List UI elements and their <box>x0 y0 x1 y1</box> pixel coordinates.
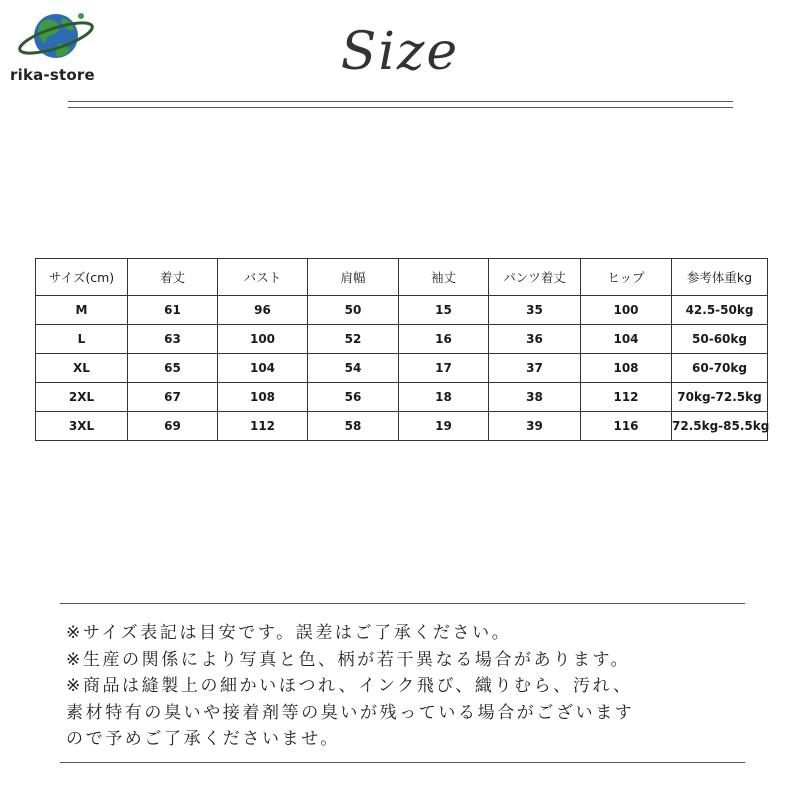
divider <box>68 107 733 108</box>
table-cell: 35 <box>489 296 581 325</box>
table-cell: 61 <box>128 296 218 325</box>
table-cell: M <box>36 296 128 325</box>
table-cell: 112 <box>218 412 308 441</box>
header-cell: 袖丈 <box>399 259 489 296</box>
table-cell: 72.5kg-85.5kg <box>672 412 768 441</box>
header-cell: パンツ着丈 <box>489 259 581 296</box>
table-cell: 100 <box>218 325 308 354</box>
table-cell: 50-60kg <box>672 325 768 354</box>
table-row <box>36 354 768 383</box>
header-cell: バスト <box>218 259 308 296</box>
notes-block <box>66 620 766 753</box>
table-cell: 108 <box>581 354 672 383</box>
table-cell: 39 <box>489 412 581 441</box>
table-cell: 52 <box>308 325 399 354</box>
note-line: ので予めご了承くださいませ。 <box>66 729 340 749</box>
table-cell: 17 <box>399 354 489 383</box>
table-row <box>36 412 768 441</box>
table-row <box>36 296 768 325</box>
table-cell: 100 <box>581 296 672 325</box>
brand-name: rika-store <box>10 66 95 84</box>
table-cell: 38 <box>489 383 581 412</box>
table-cell: 19 <box>399 412 489 441</box>
divider <box>60 762 745 763</box>
header-cell: 参考体重kg <box>672 259 768 296</box>
table-cell: 37 <box>489 354 581 383</box>
table-cell: 104 <box>581 325 672 354</box>
table-cell: 58 <box>308 412 399 441</box>
table-cell: 96 <box>218 296 308 325</box>
table-cell: 65 <box>128 354 218 383</box>
table-row <box>36 325 768 354</box>
size-table <box>35 258 768 441</box>
table-cell: 15 <box>399 296 489 325</box>
table-cell: 56 <box>308 383 399 412</box>
table-cell: 16 <box>399 325 489 354</box>
table-cell: 50 <box>308 296 399 325</box>
table-cell: 36 <box>489 325 581 354</box>
note-line: 素材特有の臭いや接着剤等の臭いが残っている場合がございます <box>66 702 635 723</box>
table-cell: 108 <box>218 383 308 412</box>
table-cell: 104 <box>218 354 308 383</box>
table-cell: L <box>36 325 128 354</box>
table-header-row <box>36 259 768 296</box>
table-cell: 18 <box>399 383 489 412</box>
table-cell: 112 <box>581 383 672 412</box>
page-title: Size <box>340 22 460 82</box>
table-cell: 3XL <box>36 412 128 441</box>
table-cell: 63 <box>128 325 218 354</box>
table-row <box>36 383 768 412</box>
divider <box>60 603 745 604</box>
table-cell: 67 <box>128 383 218 412</box>
table-cell: 60-70kg <box>672 354 768 383</box>
table-cell: 70kg-72.5kg <box>672 383 768 412</box>
note-line: ※サイズ表記は目安です。誤差はご了承ください。 <box>66 623 512 643</box>
table-cell: XL <box>36 354 128 383</box>
note-line: ※生産の関係により写真と色、柄が若干異なる場合があります。 <box>66 649 631 670</box>
table-cell: 42.5-50kg <box>672 296 768 325</box>
table-cell: 2XL <box>36 383 128 412</box>
header-cell: 着丈 <box>128 259 218 296</box>
header-cell: 肩幅 <box>308 259 399 296</box>
table-cell: 69 <box>128 412 218 441</box>
divider <box>68 101 733 102</box>
header-cell: サイズ(cm) <box>36 259 128 296</box>
header-cell: ヒップ <box>581 259 672 296</box>
note-line: ※商品は縫製上の細かいほつれ、インク飛び、織りむら、汚れ、 <box>66 676 633 696</box>
table-cell: 54 <box>308 354 399 383</box>
table-cell: 116 <box>581 412 672 441</box>
